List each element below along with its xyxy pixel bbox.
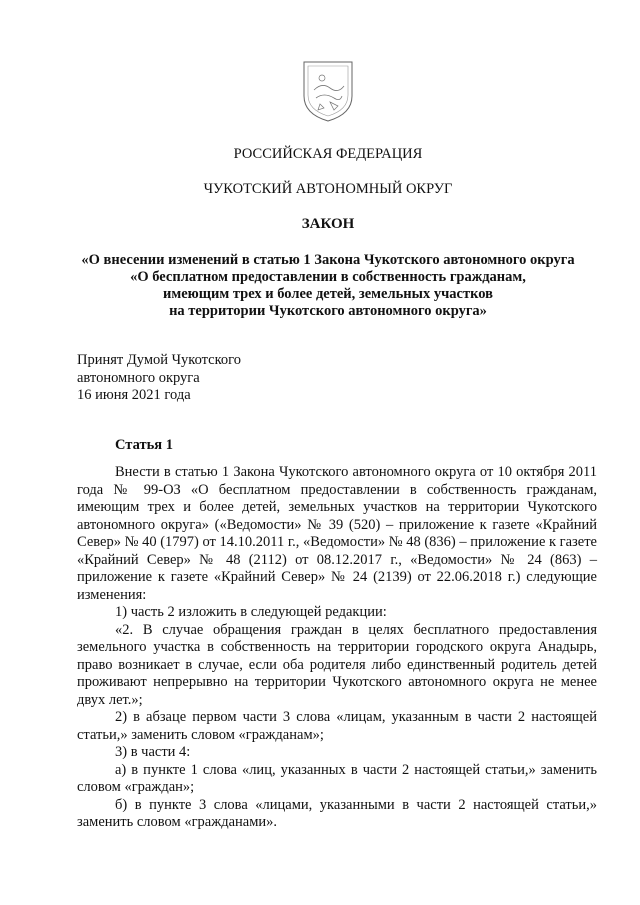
region-heading: ЧУКОТСКИЙ АВТОНОМНЫЙ ОКРУГ (203, 181, 453, 197)
law-title-line: на территории Чукотского автономного округа» (169, 303, 487, 319)
adoption-line: автономного округа (77, 369, 200, 386)
doc-type-heading: ЗАКОН (301, 216, 355, 232)
article-paragraph: 1) часть 2 изложить в следующей редакции: (115, 604, 387, 620)
adoption-note (77, 352, 241, 405)
law-title-line: «О внесении изменений в статью 1 Закона Чукотского автономного округа (81, 252, 575, 268)
adoption-date: 16 июня 2021 года (77, 387, 191, 403)
article-heading: Статья 1 (115, 437, 173, 453)
article-paragraph: б) в пункте 3 слова «лицами, указанными в части 2 настоящей статьи,» заменить словом «гражданами». (77, 796, 597, 830)
coat-of-arms-icon (300, 58, 356, 124)
article-paragraph: а) в пункте 1 слова «лиц, указанных в части 2 настоящей статьи,» заменить словом «граждан»; (77, 761, 597, 795)
country-heading: РОССИЙСКАЯ ФЕДЕРАЦИЯ (233, 146, 423, 162)
law-title (60, 252, 596, 320)
law-title-line: «О бесплатном предоставлении в собственность гражданам, (130, 269, 526, 285)
article-paragraph: 2) в абзаце первом части 3 слова «лицам, указанным в части 2 настоящей статьи,» заменить словом «гражданам»; (77, 709, 597, 743)
article-paragraph: 3) в части 4: (115, 744, 191, 760)
article-paragraph: «2. В случае обращения граждан в целях бесплатного предоставления земельного участка в собственность на территории городского округа Анадырь, право возникает в случае, если оба родителя либо единственный родитель детей проживают непрерывно на территории Чукотского автономного округа не менее двух лет.»; (77, 621, 597, 708)
article-body (77, 464, 597, 832)
adoption-line: Принят Думой Чукотского (77, 352, 242, 368)
article-paragraph: Внести в статью 1 Закона Чукотского автономного округа от 10 октября 2011 года № 99-ОЗ «О бесплатном предоставлении в собственность гражданам, имеющим трех и более детей, земельных участков на территории Чукотского автономного округа» («Ведомости» № 39 (520) – приложение к газете «Крайний Север» № 40 (1797) от 14.10.2011 г., «Ведомости» № 48 (836) – приложение к газете «Крайний Север» № 48 (2112) от 08.12.2017 г., «Ведомости» № 24 (863) – приложение к газете «Крайний Север» № 24 (2139) от 22.06.2018 г.) следующие изменения: (77, 464, 597, 603)
law-title-line: имеющим трех и более детей, земельных участков (163, 286, 493, 302)
